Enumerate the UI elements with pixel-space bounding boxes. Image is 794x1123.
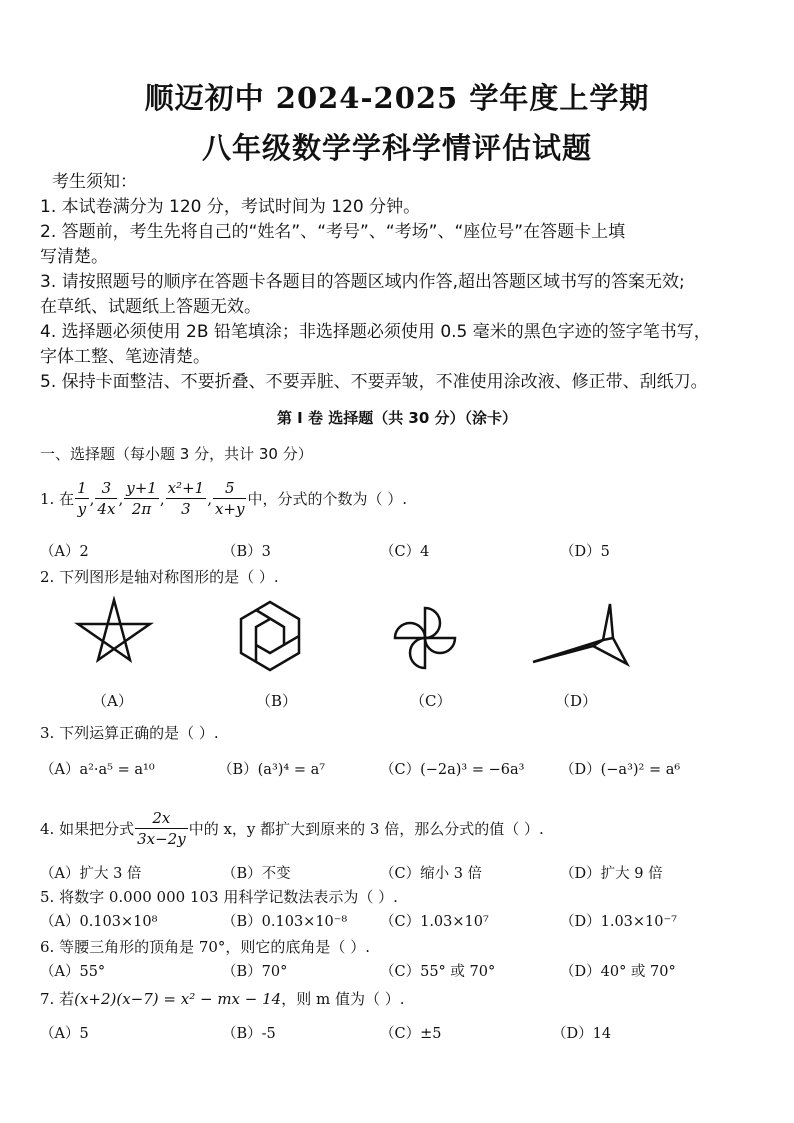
q5-option-b: （B）0.103×10⁻⁸	[222, 914, 348, 930]
q1-option-a: （A）2	[40, 544, 89, 560]
q5-option-c: （C）1.03×10⁷	[380, 914, 489, 930]
q4-suffix: 中的 x，y 都扩大到原来的 3 倍，那么分式的值（ ）.	[188, 820, 544, 838]
question-4	[40, 808, 544, 849]
q4-option-a: （A）扩大 3 倍	[40, 866, 142, 882]
q7-option-a: （A）5	[40, 1026, 89, 1042]
part1-heading: 第 I 卷 选择题（共 30 分）（涂卡）	[276, 409, 518, 427]
q3-option-d: （D）(−a³)² = a⁶	[560, 762, 681, 778]
q2-label-b: （B）	[256, 692, 298, 710]
q5-option-d: （D）1.03×10⁻⁷	[560, 914, 677, 930]
q7-option-c: （C）±5	[380, 1026, 442, 1042]
section1-heading: 一、选择题（每小题 3 分，共计 30 分）	[40, 445, 313, 463]
q1-fraction: $\frac{\text{x²+1}}{3}$	[167, 479, 205, 518]
q5-option-a: （A）0.103×10⁸	[40, 914, 158, 930]
q3-option-a: （A）a²·a⁵ = a¹⁰	[40, 762, 155, 778]
q4-option-d: （D）扩大 9 倍	[560, 866, 663, 882]
q6-option-c: （C）55° 或 70°	[380, 964, 496, 980]
q7-option-b: （B）-5	[222, 1026, 276, 1042]
q7-suffix: ，则 m 值为（ ）.	[281, 990, 405, 1008]
notice-item: 1. 本试卷满分为 120 分，考试时间为 120 分钟。	[40, 197, 421, 217]
notice-item: 3. 请按照题号的顺序在答题卡各题目的答题区域内作答,超出答题区域书写的答案无效;	[40, 272, 685, 292]
q2-label-c: （C）	[410, 692, 452, 710]
q2-label-a: （A）	[92, 692, 133, 710]
notice-item: 写清楚。	[40, 247, 108, 267]
hexagon-arrows-figure	[241, 602, 299, 670]
question-7	[40, 988, 405, 1009]
q1-fraction: $\frac{1}{y}$	[77, 479, 87, 518]
q6-option-b: （B）70°	[222, 964, 288, 980]
q1-option-c: （C）4	[380, 544, 430, 560]
q2-label-d: （D）	[555, 692, 598, 710]
notice-item: 4. 选择题必须使用 2B 铅笔填涂；非选择题必须使用 0.5 毫米的黑色字迹的签字笔书写，	[40, 322, 711, 342]
q4-option-b: （B）不变	[222, 866, 291, 882]
q6-option-a: （A）55°	[40, 964, 106, 980]
q7-expression: (x+2)(x−7) = x² − mx − 14	[74, 990, 282, 1008]
notice-item: 2. 答题前，考生先将自己的“姓名”、“考号”、“考场”、“座位号”在答题卡上填	[40, 222, 626, 242]
q1-option-d: （D）5	[560, 544, 610, 560]
q1-fraction: $\frac{y+1}{2\pi}$	[126, 479, 157, 518]
exam-subtitle: 八年级数学学科学情评估试题	[201, 131, 592, 165]
q4-prefix: 4. 如果把分式	[40, 820, 135, 838]
q4-fraction: $\frac{2x}{3x-2y}$	[137, 809, 186, 848]
question-6: 6. 等腰三角形的顶角是 70°，则它的底角是（ ）.	[40, 938, 370, 956]
q1-option-b: （B）3	[222, 544, 271, 560]
q1-suffix: 中，分式的个数为（ ）.	[247, 490, 408, 508]
notice-item: 字体工整、笔迹清楚。	[40, 347, 210, 367]
q3-option-c: （C）(−2a)³ = −6a³	[380, 762, 525, 778]
star-figure	[78, 600, 150, 660]
q7-option-d: （D）14	[552, 1026, 612, 1042]
q6-option-d: （D）40° 或 70°	[560, 964, 676, 980]
q2-figures	[70, 596, 730, 686]
question-3: 3. 下列运算正确的是（ ）.	[40, 724, 219, 742]
question-1: 1. 在 $\frac{1}{y}$ , $\frac{3}{4x}$ , $\frac{y+1}{2\pi}$ , $\frac{\text{x²+1}}{3}$ , $\frac{5}{x+y}$ 中，分式的个数为（ ）.	[40, 479, 408, 518]
pinwheel-figure	[395, 608, 455, 668]
q1-prefix: 1. 在	[40, 490, 75, 508]
q4-option-c: （C）缩小 3 倍	[380, 866, 483, 882]
q1-fraction: $\frac{5}{x+y}$	[214, 479, 245, 518]
q7-prefix: 7. 若	[40, 990, 75, 1008]
question-5: 5. 将数字 0.000 000 103 用科学记数法表示为（ ）.	[40, 888, 398, 906]
exam-title: 顺迈初中 2024-2025 学年度上学期	[144, 81, 650, 115]
q1-fraction: $\frac{3}{4x}$	[97, 479, 116, 518]
question-2: 2. 下列图形是轴对称图形的是（ ）.	[40, 568, 279, 586]
notice-heading: 考生须知：	[52, 172, 137, 192]
notice-item: 在草纸、试题纸上答题无效。	[40, 297, 261, 317]
q3-option-b: （B）(a³)⁴ = a⁷	[218, 762, 326, 778]
notice-item: 5. 保持卡面整洁、不要折叠、不要弄脏、不要弄皱，不准使用涂改液、修正带、刮纸刀。	[40, 372, 708, 392]
triangle-star-figure	[533, 604, 627, 664]
